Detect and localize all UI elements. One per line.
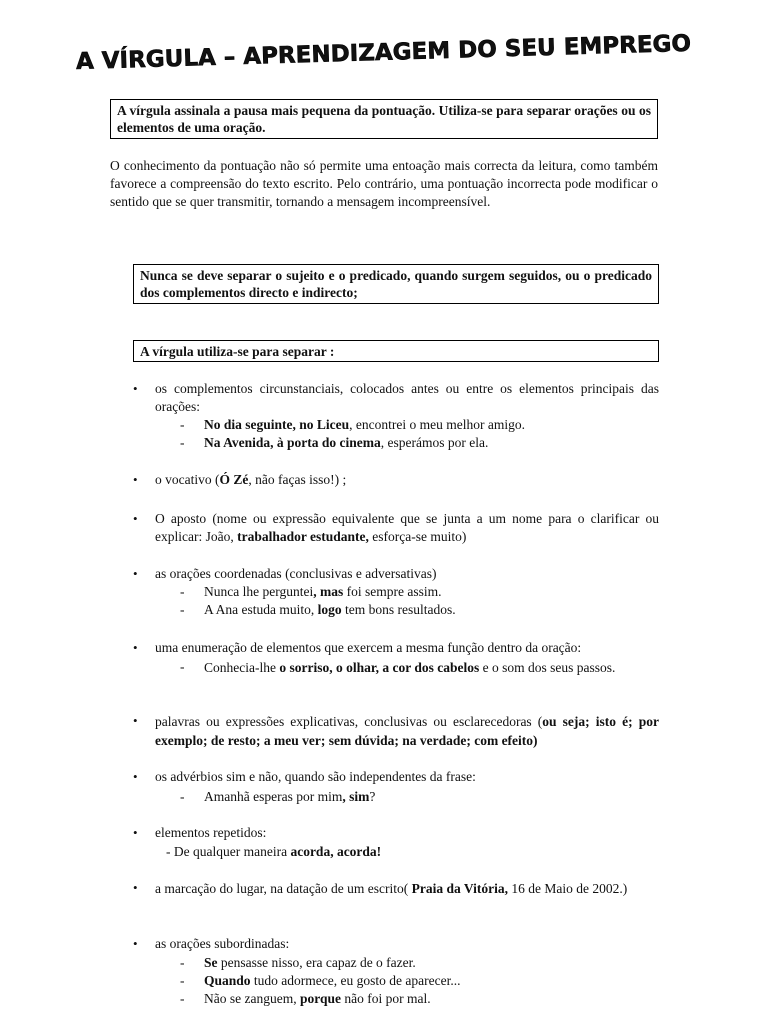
bullet-icon: • xyxy=(133,640,138,655)
dash-marker: - xyxy=(180,602,185,617)
example-bold: logo xyxy=(317,602,342,617)
example-bold: , mas xyxy=(313,584,344,599)
item-text: esforça-se muito) xyxy=(368,529,467,544)
bullet-icon: • xyxy=(133,381,138,396)
bullet-icon: • xyxy=(133,936,138,951)
definition-box: A vírgula assinala a pausa mais pequena da pontuação. Utiliza-se para separar orações ou os elementos de uma oração. xyxy=(110,99,658,139)
item-text: os advérbios sim e não, quando são independentes da frase: xyxy=(155,769,476,784)
example-text: não foi por mal. xyxy=(340,991,431,1006)
dash-marker: - xyxy=(180,789,185,804)
intro-paragraph: O conhecimento da pontuação não só permite uma entoação mais correcta da leitura, como também favorece a compreensão do texto escrito. Pelo contrário, uma pontuação incorrecta pode modificar o sentido que se quer transmitir, tornando a mensagem incompreensível. xyxy=(110,158,658,209)
item-text: palavras ou expressões explicativas, conclusivas ou esclarecedoras ( xyxy=(155,714,543,729)
dash-marker: - xyxy=(180,991,185,1006)
bullet-icon: • xyxy=(133,472,138,487)
example-text: Amanhã esperas por mim xyxy=(204,789,343,804)
example-bold: o sorriso, o olhar, a cor dos cabelos xyxy=(279,660,480,675)
item-bold: Praia da Vitória, xyxy=(411,881,508,896)
dash-marker: - xyxy=(180,955,185,970)
example-text: A Ana estuda muito, xyxy=(204,602,318,617)
bullet-icon: • xyxy=(133,713,138,728)
example-bold: No dia seguinte, no Liceu xyxy=(204,417,350,432)
example-bold: acorda, acorda! xyxy=(290,844,382,859)
example-bold: , sim xyxy=(342,789,370,804)
example-text: pensasse nisso, era capaz de o fazer. xyxy=(217,955,416,970)
dash-marker: - xyxy=(180,417,185,432)
example-bold: porque xyxy=(299,991,341,1006)
example-text: - De qualquer maneira xyxy=(166,844,291,859)
item-bold: Ó Zé xyxy=(219,472,249,487)
dash-marker: - xyxy=(180,659,185,674)
example-text: e o som dos seus passos. xyxy=(479,660,616,675)
example-bold: Na Avenida, à porta do cinema xyxy=(204,435,381,450)
example-text: ? xyxy=(369,789,376,804)
example-bold: Quando xyxy=(204,973,251,988)
bullet-icon: • xyxy=(133,880,138,895)
example-text: tudo adormece, eu gosto de aparecer... xyxy=(250,973,461,988)
item-text: o vocativo ( xyxy=(155,472,220,487)
item-text: as orações subordinadas: xyxy=(155,936,290,951)
bullet-icon: • xyxy=(133,769,138,784)
page-title: A VÍRGULA – APRENDIZAGEM DO SEU EMPREGO xyxy=(75,30,692,75)
item-text: elementos repetidos: xyxy=(155,825,267,840)
item-text: as orações coordenadas (conclusivas e adversativas) xyxy=(155,566,437,581)
bullet-icon: • xyxy=(133,566,138,581)
item-text: uma enumeração de elementos que exercem a mesma função dentro da oração: xyxy=(155,640,582,655)
item-text: a marcação do lugar, na datação de um escrito( xyxy=(155,881,412,896)
example-bold: Se xyxy=(204,955,218,970)
example-text: , esperámos por ela. xyxy=(380,435,489,450)
example-text: tem bons resultados. xyxy=(341,602,456,617)
example-text: foi sempre assim. xyxy=(343,584,442,599)
rule-box: Nunca se deve separar o sujeito e o predicado, quando surgem seguidos, ou o predicado dos complementos directo e indirecto; xyxy=(133,264,659,304)
item-text: os complementos circunstanciais, colocados antes ou entre os elementos principais das orações: xyxy=(155,381,659,414)
example-text: Nunca lhe perguntei xyxy=(204,584,314,599)
example-text: Conhecia-lhe xyxy=(204,660,280,675)
item-bold: trabalhador estudante, xyxy=(237,529,369,544)
example-text: , encontrei o meu melhor amigo. xyxy=(349,417,525,432)
dash-marker: - xyxy=(180,435,185,450)
bullet-icon: • xyxy=(133,511,138,526)
item-text: , não faças isso!) ; xyxy=(248,472,347,487)
usage-heading-box: A vírgula utiliza-se para separar : xyxy=(133,340,659,362)
dash-marker: - xyxy=(180,973,185,988)
item-text: O aposto (nome ou expressão equivalente que se junta a um nome para o clarificar ou explicar: João, xyxy=(155,511,659,544)
dash-marker: - xyxy=(180,584,185,599)
example-text: Não se zanguem, xyxy=(204,991,300,1006)
item-text: 16 de Maio de 2002.) xyxy=(507,881,628,896)
bullet-icon: • xyxy=(133,825,138,840)
item-bold: ou seja; isto é; por exemplo; de resto; a meu ver; sem dúvida; na verdade; com efeito) xyxy=(155,714,659,748)
